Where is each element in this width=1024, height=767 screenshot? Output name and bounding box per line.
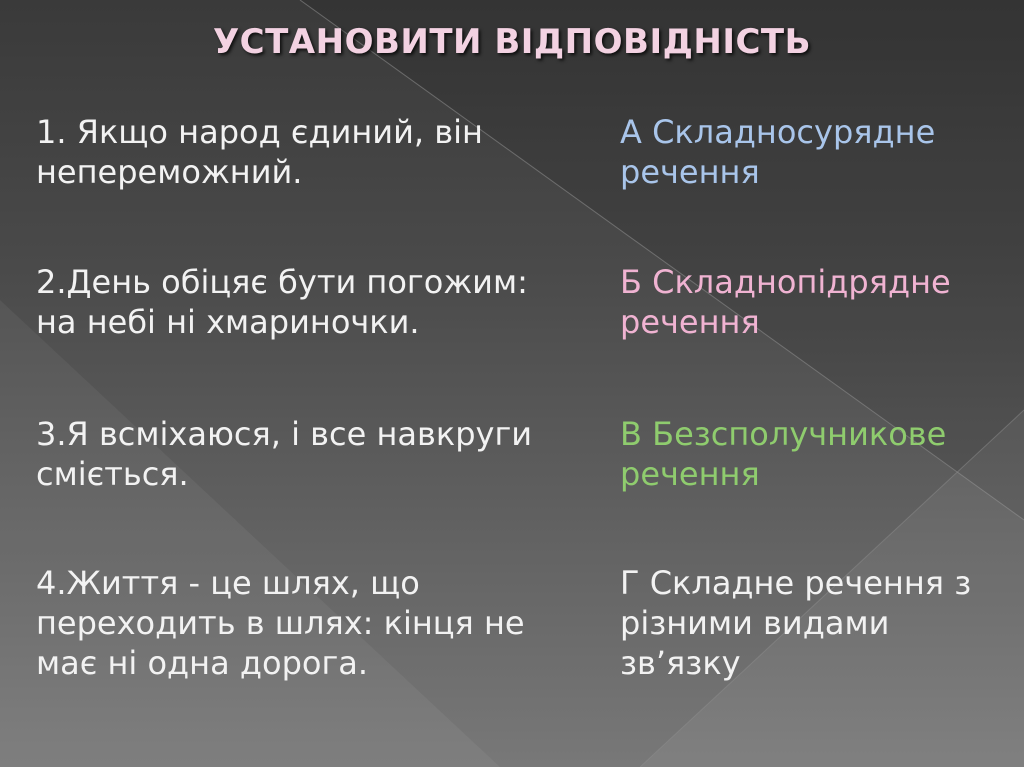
answer-b-line-1: Б Складнопідрядне [620,263,951,301]
answer-a-line-2: речення [620,153,760,191]
answer-v-line-2: речення [620,455,760,493]
sentence-4-line-3: має ні одна дорога. [36,644,369,682]
answer-h-line-2: різними видами [620,604,890,642]
sentence-3 [36,414,532,494]
sentence-1-line-1: 1. Якщо народ єдиний, він [36,113,483,151]
answer-h-line-1: Г Складне речення з [620,564,972,602]
sentence-2 [36,262,528,342]
sentence-3-line-1: 3.Я всміхаюся, і все навкруги [36,415,533,453]
answer-b-line-2: речення [620,303,760,341]
sentence-4 [36,563,525,683]
answer-h-line-3: зв’язку [620,644,741,682]
sentence-4-line-1: 4.Життя - це шлях, що [36,564,420,602]
answer-v [620,414,946,494]
answer-h [620,563,971,683]
answer-a-line-1: А Складносурядне [620,113,936,151]
slide-title: УСТАНОВИТИ ВІДПОВІДНІСТЬ [212,22,812,62]
answer-a [620,112,935,192]
sentence-1-line-2: непереможний. [36,153,303,191]
sentence-4-line-2: переходить в шлях: кінця не [36,604,525,642]
sentence-1 [36,112,483,192]
sentence-2-line-2: на небі ні хмариночки. [36,303,420,341]
answer-v-line-1: В Безсполучникове [620,415,947,453]
answer-b [620,262,951,342]
sentence-3-line-2: сміється. [36,455,189,493]
sentence-2-line-1: 2.День обіцяє бути погожим: [36,263,528,301]
